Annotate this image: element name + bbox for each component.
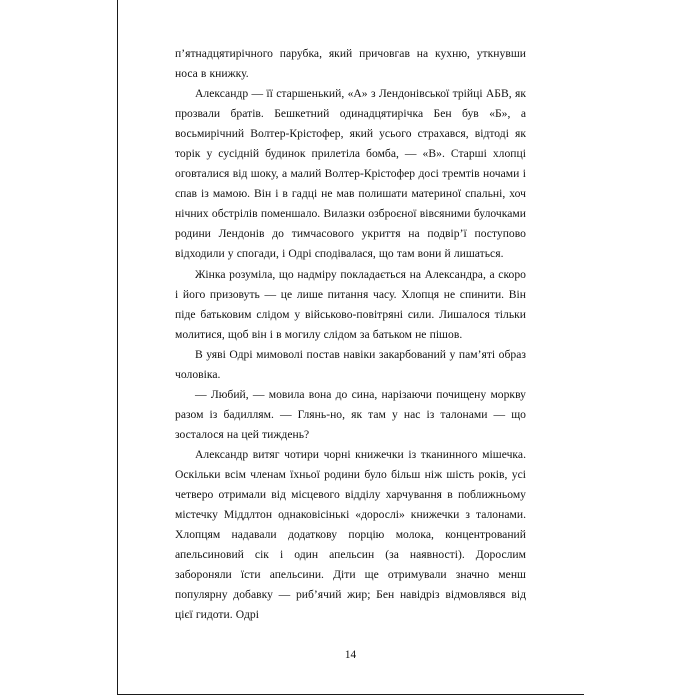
paragraph: Александр — її старшенький, «А» з Лендонівської трійці АБВ, як прозвали братів. Бешкетний одинадцятирічка Бен був «Б», а восьмирічний Волтер-Крістофер, який усього страхався, відтоді як торік у сусідній будинок прилетіла бомба, — «В». Старші хлопці оговталися від шоку, а малий Волтер-Крістофер досі тремтів ночами і спав із мамою. Він і в гадці не мав полишати материної спальні, хоч нічних обстрілів поменшало. Вилазки озброєної вівсяними булочками родини Лендонів до тимчасового укриття на подвір’ї поступово відходили у спогади, і Одрі сподівалася, що там вони й лишаться. (175, 87, 526, 261)
page-text-block (175, 44, 526, 625)
page-spine-border-line (117, 0, 118, 695)
paragraph: — Любий, — мовила вона до сина, нарізаючи почищену моркву разом із бадиллям. — Глянь-но, як там у нас із талонами — що зосталося на цей тиждень? (175, 387, 526, 441)
paragraph: Жінка розуміла, що надміру покладається на Александра, а скоро і його призовуть — це лише питання часу. Хлопця не спинити. Він піде батьковим слідом у військово-повітряні сили. Лишалося тільки молитися, щоб він і в могилу слідом за батьком не пішов. (175, 267, 526, 341)
paragraph: п’ятнадцятирічного парубка, який причовгав на кухню, уткнувши носа в книжку. (175, 47, 526, 81)
paragraph: Александр витяг чотири чорні книжечки із тканинного мішечка. Оскільки всім членам їхньої родини було більш ніж шість років, усі четверо отримали від місцевого відділу харчування в поближньому містечку Міддлтон однаковісінькі «дорослі» книжечки з талонами. Хлопцям надавали додаткову порцію молока, концентрований апельсиновий сік і один апельсин (за наявності). Дорослим забороняли їсти апельсини. Діти ще отримували значно менш популярну добавку — риб’ячий жир; Бен навідріз відмовлявся від цієї гидоти. Одрі (175, 447, 526, 622)
paragraph: В уяві Одрі мимоволі постав навіки закарбований у пам’яті образ чоловіка. (175, 347, 526, 381)
page-number: 14 (344, 649, 357, 661)
page-bottom-border-line (117, 694, 584, 695)
